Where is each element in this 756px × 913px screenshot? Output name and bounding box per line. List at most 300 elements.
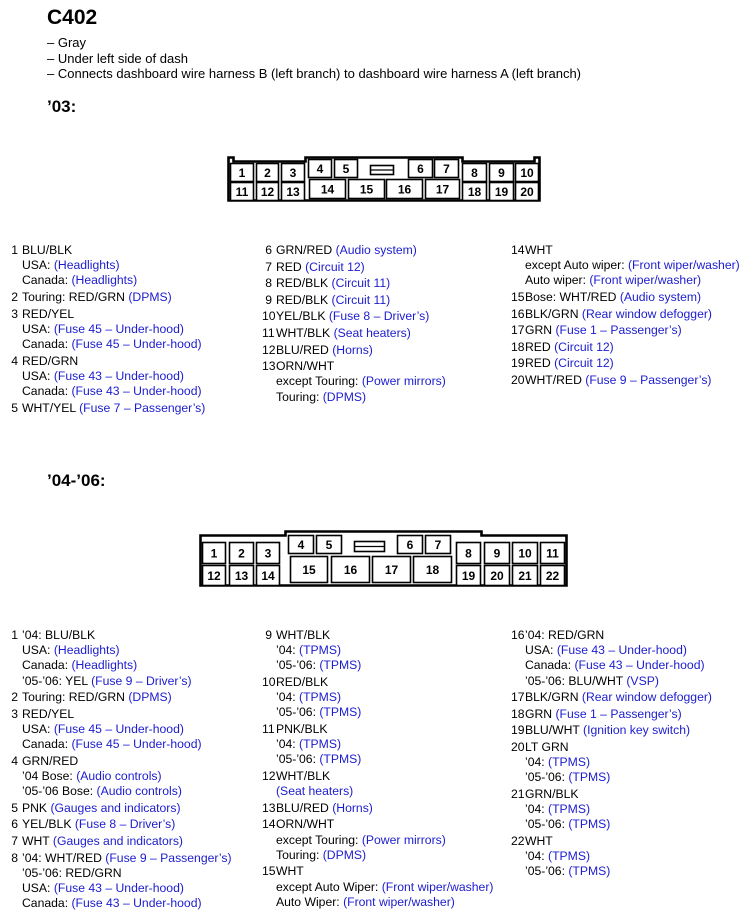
pin-cavity-number: 22	[545, 568, 560, 583]
pin-number: 10	[262, 675, 276, 689]
pin-number: 10	[262, 309, 276, 324]
wire-text: except Touring:	[276, 374, 362, 389]
pin-line	[525, 290, 740, 305]
wire-text: Canada:	[22, 337, 72, 351]
circuit-reference: (DPMS)	[128, 690, 172, 705]
circuit-reference: (Fuse 9 – Driver’s)	[91, 673, 192, 688]
pin-entry	[8, 834, 232, 849]
pin-cavity-number: 6	[406, 537, 414, 552]
pin-line	[22, 337, 205, 352]
wire-text: Auto Wiper:	[276, 894, 344, 909]
pin-line	[276, 722, 493, 737]
pin-line	[525, 802, 712, 817]
connector-face-04-06	[197, 528, 571, 588]
wire-text: ’04:	[525, 802, 549, 817]
pin-line	[525, 307, 740, 322]
wire-text: YEL/BLK	[22, 817, 75, 832]
circuit-reference: (Fuse 43 – Under-hood)	[71, 896, 202, 911]
pin-line	[22, 290, 205, 305]
pin-entry	[511, 723, 712, 738]
wire-text: YEL/BLK	[276, 309, 329, 324]
wire-text: RED	[276, 259, 306, 274]
circuit-reference: (Power mirrors)	[361, 832, 446, 847]
pin-line	[525, 273, 740, 288]
pin-cavity-number: 18	[425, 562, 440, 577]
pin-cavity-number: 14	[261, 568, 275, 583]
wire-text: ’04:	[276, 643, 300, 658]
circuit-reference: (TPMS)	[568, 770, 611, 785]
pin-entry	[262, 722, 493, 768]
pin-line	[276, 359, 446, 374]
pin-number: 8	[265, 276, 272, 291]
circuit-reference: (Fuse 45 – Under-hood)	[71, 337, 202, 351]
pin-entry	[8, 401, 205, 416]
wire-text: Canada:	[22, 737, 72, 752]
wire-text: WHT/BLK	[276, 325, 334, 340]
pin-entry	[511, 707, 712, 722]
pin-cavity-number: 19	[494, 184, 509, 199]
wire-text: ’05-’06:	[276, 705, 320, 720]
wire-text: Touring: RED/GRN	[22, 290, 129, 304]
pin-number: 21	[511, 786, 525, 801]
circuit-reference: (Circuit 12)	[305, 259, 365, 274]
pin-line	[525, 817, 712, 832]
wire-text: BLU/RED	[276, 800, 333, 815]
wire-text: Touring: RED/GRN	[22, 690, 129, 705]
pin-line	[525, 690, 712, 705]
pin-entry	[262, 243, 446, 258]
wire-text: RED/GRN	[22, 353, 79, 368]
pin-cavity-number: 7	[434, 537, 442, 552]
circuit-reference: (Fuse 45 – Under-hood)	[53, 722, 184, 736]
circuit-reference: (Circuit 12)	[554, 339, 614, 354]
pin-entry	[511, 243, 740, 289]
wire-text: ’04:	[525, 755, 549, 770]
pin-line	[276, 784, 493, 799]
pin-line	[276, 864, 493, 879]
pin-number: 19	[511, 723, 525, 738]
pin-line	[22, 322, 205, 337]
circuit-reference: (Seat heaters)	[333, 325, 411, 340]
wire-text: ’05-’06:	[525, 864, 569, 879]
pin-line	[276, 690, 493, 705]
wire-text: BLU/BLK	[22, 243, 73, 257]
pin-number: 1	[11, 243, 18, 257]
wire-text: except Auto Wiper:	[276, 879, 382, 894]
pin-number: 16	[511, 628, 525, 642]
pin-entry	[511, 787, 712, 833]
pin-number: 9	[265, 292, 272, 307]
pin-cavity-number: 13	[286, 184, 300, 199]
circuit-reference: (Horns)	[332, 342, 373, 357]
wire-text: GRN	[525, 323, 556, 338]
pin-list-04-06-col1	[8, 628, 232, 913]
wire-text: ’04 Bose:	[22, 769, 77, 783]
pin-list-03-col3	[511, 243, 740, 390]
wire-text: Canada:	[22, 896, 72, 911]
wire-text: WHT/BLK	[276, 769, 331, 783]
pin-number: 18	[511, 339, 525, 354]
pin-line	[22, 258, 205, 273]
pin-line	[22, 707, 232, 722]
wire-text: ’05-’06: RED/GRN	[22, 865, 122, 880]
circuit-reference: (Circuit 11)	[331, 276, 391, 291]
circuit-reference: (Audio controls)	[96, 784, 182, 799]
wire-text: ORN/WHT	[276, 359, 335, 374]
pin-line	[22, 273, 205, 288]
circuit-reference: (Ignition key switch)	[583, 723, 691, 738]
wire-text: WHT/BLK	[276, 628, 331, 642]
pin-number: 4	[11, 753, 18, 768]
pin-number: 7	[265, 259, 272, 274]
pin-cavity-number: 15	[302, 562, 316, 577]
pin-line	[525, 787, 712, 802]
circuit-reference: (Headlights)	[53, 258, 120, 273]
pin-cavity-number: 9	[493, 546, 501, 561]
pin-number: 15	[262, 864, 276, 879]
pin-entry	[8, 690, 232, 705]
pin-line	[276, 643, 493, 658]
wire-text: BLK/GRN	[525, 690, 582, 705]
circuit-reference: (DPMS)	[128, 290, 172, 304]
pin-cavity-number: 16	[343, 562, 358, 577]
wire-text: ’05-’06:	[525, 817, 569, 832]
circuit-reference: (Fuse 1 – Passenger’s)	[555, 323, 682, 338]
pin-cavity-number: 18	[467, 184, 482, 199]
pin-entry	[262, 769, 493, 799]
wire-text: ’05-’06:	[525, 770, 569, 785]
circuit-reference: (Fuse 43 – Under-hood)	[71, 384, 202, 398]
pin-number: 6	[11, 817, 18, 832]
circuit-reference: (DPMS)	[322, 389, 367, 404]
circuit-reference: (Front wiper/washer)	[343, 894, 455, 909]
pin-line	[276, 276, 446, 291]
pin-line	[276, 293, 446, 308]
circuit-reference: (TPMS)	[319, 752, 362, 767]
wire-text: RED/YEL	[22, 706, 75, 721]
pin-number: 20	[511, 372, 525, 387]
circuit-reference: (Fuse 45 – Under-hood)	[71, 737, 202, 752]
pin-entry	[511, 340, 740, 355]
pin-line	[276, 243, 446, 258]
pin-line	[276, 705, 493, 720]
pin-line	[276, 880, 493, 895]
pin-line	[525, 834, 712, 849]
pin-cavity-number: 8	[465, 546, 472, 561]
pin-line	[22, 722, 232, 737]
pin-number: 2	[11, 690, 18, 705]
pin-cavity-number: 17	[384, 562, 399, 577]
circuit-reference: (TPMS)	[548, 802, 591, 817]
pin-line	[525, 243, 740, 258]
pin-line	[276, 752, 493, 767]
pin-line	[22, 243, 205, 258]
pin-number: 17	[511, 323, 525, 338]
pin-entry	[262, 359, 446, 405]
pin-number: 22	[511, 833, 525, 848]
pin-line	[525, 643, 712, 658]
pin-entry	[8, 817, 232, 832]
pin-list-03-col2	[262, 243, 446, 406]
pin-number: 6	[265, 243, 272, 257]
wire-text: Canada:	[525, 658, 575, 673]
circuit-reference: (TPMS)	[568, 817, 611, 832]
pin-cavity-number: 12	[260, 184, 275, 199]
pin-line	[22, 354, 205, 369]
pin-cavity-number: 10	[520, 165, 534, 180]
pin-number: 17	[511, 690, 525, 705]
circuit-reference: (Fuse 43 – Under-hood)	[53, 880, 184, 895]
circuit-reference: (Gauges and indicators)	[52, 833, 183, 848]
pin-line	[525, 323, 740, 338]
pin-cavity-number: 5	[342, 161, 350, 176]
pin-number: 7	[11, 833, 18, 848]
pin-cavity-number: 5	[325, 537, 333, 552]
pin-number: 4	[11, 353, 18, 368]
pin-list-04-06-col2	[262, 628, 493, 911]
pin-line	[276, 833, 493, 848]
pin-line	[525, 723, 712, 738]
pin-line	[276, 374, 446, 389]
circuit-reference: (Headlights)	[53, 643, 120, 658]
pin-number: 1	[11, 628, 18, 642]
wire-text: USA:	[22, 880, 54, 895]
wire-text: ’04: RED/GRN	[525, 628, 605, 642]
pin-cavity-number: 9	[498, 165, 505, 180]
pin-line	[525, 373, 740, 388]
circuit-reference: (Fuse 43 – Under-hood)	[574, 658, 705, 673]
circuit-reference: (TPMS)	[548, 755, 591, 770]
circuit-reference: (Headlights)	[71, 273, 138, 288]
wire-text: USA:	[22, 368, 54, 383]
pin-number: 3	[11, 306, 18, 321]
pin-entry	[262, 628, 493, 674]
pin-cavity-number: 3	[289, 165, 297, 180]
pin-number: 15	[511, 290, 525, 304]
detail-connection: – Connects dashboard wire harness B (left branch) to dashboard wire harness A (left branch)	[47, 66, 582, 81]
pin-entry	[8, 754, 232, 800]
circuit-reference: (TPMS)	[319, 658, 362, 673]
wire-text: Canada:	[22, 384, 72, 398]
wire-text: WHT	[525, 243, 553, 257]
wire-text: RED/BLK	[276, 276, 332, 291]
wire-text: RED	[525, 356, 555, 371]
wire-text: ’05-’06: BLU/WHT	[525, 673, 627, 688]
pin-cavity-number: 17	[435, 182, 450, 197]
pin-cavity-number: 4	[297, 537, 305, 552]
pin-entry	[8, 801, 232, 816]
circuit-reference: (Audio system)	[619, 290, 702, 304]
pin-number: 20	[511, 739, 525, 754]
circuit-reference: (Fuse 9 – Passenger’s)	[105, 850, 232, 865]
connector-title: C402	[47, 6, 98, 29]
wire-text: ’04:	[276, 737, 300, 752]
pin-number: 18	[511, 706, 525, 721]
pin-cavity-number: 12	[207, 568, 221, 583]
pin-cavity-number: 14	[320, 182, 335, 197]
circuit-reference: (DPMS)	[322, 847, 367, 862]
pin-cavity-number: 1	[210, 546, 218, 561]
pin-line	[22, 384, 205, 399]
circuit-reference: (Fuse 8 – Driver’s)	[328, 309, 430, 324]
circuit-reference: (VSP)	[626, 673, 659, 688]
pin-entry	[262, 801, 493, 816]
circuit-reference: (Fuse 8 – Driver’s)	[74, 817, 176, 832]
pin-line	[22, 881, 232, 896]
wire-text: RED/YEL	[22, 306, 75, 321]
pin-entry	[262, 675, 493, 721]
wire-text: ’04:	[276, 690, 300, 705]
pin-line	[525, 258, 740, 273]
section-label-03: ’03:	[47, 97, 77, 116]
circuit-reference: (Fuse 9 – Passenger’s)	[585, 372, 712, 387]
wire-text: Touring:	[276, 847, 323, 862]
circuit-reference: (Gauges and indicators)	[50, 800, 181, 815]
pin-number: 14	[511, 243, 525, 257]
pin-entry	[8, 243, 205, 289]
pin-number: 2	[11, 290, 18, 304]
pin-line	[22, 401, 205, 416]
pin-cavity-number: 20	[520, 184, 534, 199]
pin-line	[276, 628, 493, 643]
pin-line	[22, 866, 232, 881]
pin-number: 5	[11, 400, 18, 415]
circuit-reference: (Front wiper/washer)	[589, 273, 702, 288]
pin-line	[22, 674, 232, 689]
pin-entry	[262, 260, 446, 275]
pin-entry	[511, 628, 712, 689]
wire-text: USA:	[22, 643, 54, 658]
pin-number: 14	[262, 817, 276, 832]
connector-face-03	[226, 154, 542, 202]
wire-text: USA:	[22, 258, 54, 273]
pin-line	[276, 769, 493, 784]
wire-text: ’04: BLU/BLK	[22, 628, 96, 642]
pin-line	[22, 769, 232, 784]
circuit-reference: (Front wiper/washer)	[627, 258, 740, 273]
wire-text: WHT	[525, 833, 553, 848]
pin-entry	[8, 707, 232, 753]
wire-text: Bose: WHT/RED	[525, 290, 620, 304]
pin-line	[276, 675, 493, 690]
pin-cavity-number: 1	[238, 165, 246, 180]
wire-text: WHT	[276, 864, 304, 879]
circuit-reference: (Front wiper/washer)	[381, 879, 494, 894]
wire-text: GRN	[525, 706, 556, 721]
pin-line	[22, 834, 232, 849]
circuit-reference: (Fuse 43 – Under-hood)	[53, 368, 184, 383]
pin-entry	[8, 851, 232, 912]
pin-entry	[262, 293, 446, 308]
pin-line	[525, 674, 712, 689]
pin-line	[22, 896, 232, 911]
pin-number: 5	[11, 800, 18, 815]
circuit-reference: (Rear window defogger)	[581, 306, 712, 321]
pin-line	[22, 690, 232, 705]
circuit-reference: (Seat heaters)	[276, 784, 354, 799]
pin-line	[22, 643, 232, 658]
pin-line	[525, 628, 712, 643]
pin-cavity-number: 11	[235, 184, 249, 199]
pin-line	[22, 754, 232, 769]
wire-text: GRN/RED	[22, 753, 79, 768]
pin-entry	[511, 834, 712, 880]
circuit-reference: (Fuse 43 – Under-hood)	[556, 643, 687, 658]
wire-text: ORN/WHT	[276, 817, 335, 832]
pin-number: 8	[11, 850, 18, 865]
pin-number: 13	[262, 800, 276, 815]
pin-number: 12	[262, 769, 276, 783]
pin-list-04-06-col3	[511, 628, 712, 881]
circuit-reference: (TPMS)	[319, 705, 362, 720]
pin-cavity-number: 2	[238, 546, 245, 561]
pin-cavity-number: 21	[518, 568, 532, 583]
detail-location: – Under left side of dash	[47, 50, 188, 66]
pin-line	[525, 770, 712, 785]
pin-entry	[262, 309, 446, 324]
pin-cavity-number: 2	[264, 165, 271, 180]
section-label-04-06: ’04-’06:	[47, 471, 106, 490]
pin-cavity-number: 3	[264, 546, 272, 561]
wire-text: RED	[525, 339, 555, 354]
pin-entry	[511, 690, 712, 705]
pin-line	[276, 737, 493, 752]
pin-entry	[511, 373, 740, 388]
pin-line	[525, 740, 712, 755]
pin-cavity-number: 10	[518, 546, 532, 561]
wire-text: Auto wiper:	[525, 273, 590, 288]
wire-text: except Touring:	[276, 832, 362, 847]
wire-text: Touring:	[276, 389, 323, 404]
pin-cavity-number: 20	[490, 568, 504, 583]
pin-cavity-number: 4	[316, 161, 324, 176]
wire-text: ’04: WHT/RED	[22, 850, 106, 865]
wire-text: ’04:	[525, 849, 549, 864]
pin-line	[276, 390, 446, 405]
pin-entry	[511, 740, 712, 786]
pin-cavity-number: 7	[443, 161, 450, 176]
wire-text: LT GRN	[525, 739, 569, 754]
wire-text: ’05-’06:	[276, 752, 320, 767]
pin-entry	[262, 326, 446, 341]
circuit-reference: (Fuse 45 – Under-hood)	[53, 321, 184, 336]
pin-line	[22, 801, 232, 816]
pin-line	[525, 864, 712, 879]
wire-text: USA:	[22, 321, 54, 336]
detail-color: – Gray	[47, 35, 87, 50]
wire-text: ’05-’06:	[276, 658, 320, 673]
circuit-reference: (Fuse 7 – Passenger’s)	[79, 400, 206, 415]
pin-entry	[511, 307, 740, 322]
wire-text: GRN/RED	[276, 243, 336, 257]
wire-text: RED/BLK	[276, 292, 332, 307]
pin-line	[22, 369, 205, 384]
wire-text: PNK/BLK	[276, 722, 328, 736]
pin-number: 16	[511, 306, 525, 321]
pin-line	[525, 658, 712, 673]
circuit-reference: (Audio system)	[335, 243, 417, 257]
pin-number: 9	[265, 628, 272, 642]
pin-entry	[8, 354, 205, 400]
circuit-reference: (TPMS)	[548, 849, 591, 864]
circuit-reference: (Horns)	[332, 800, 373, 815]
circuit-reference: (Fuse 1 – Passenger’s)	[555, 706, 682, 721]
pin-line	[276, 309, 446, 324]
wire-text: USA:	[22, 722, 54, 736]
wire-text: BLK/GRN	[525, 306, 582, 321]
pin-line	[525, 340, 740, 355]
pin-line	[276, 848, 493, 863]
